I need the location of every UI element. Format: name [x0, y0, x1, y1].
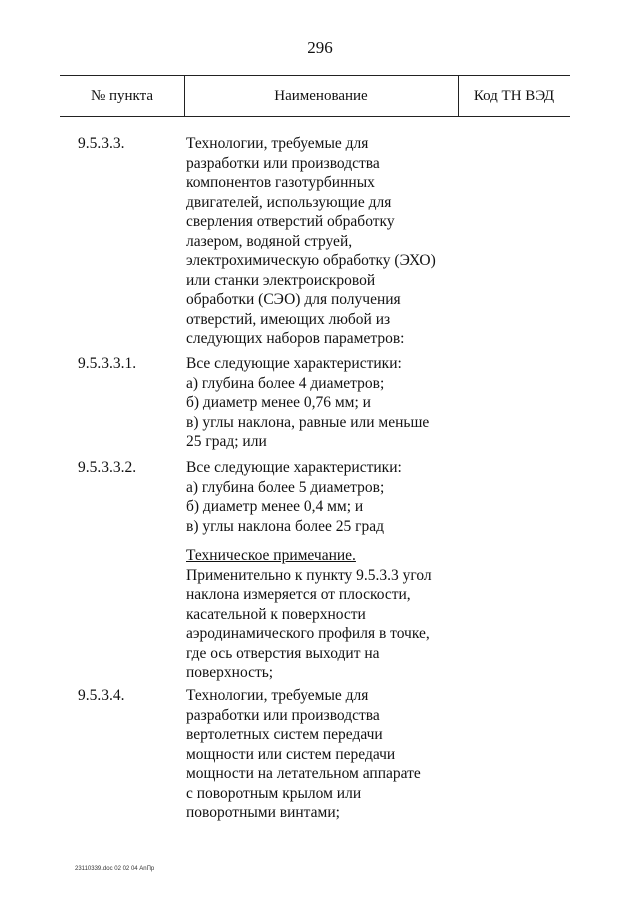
item-number: 9.5.3.4. [78, 687, 125, 704]
column-header-item-number: № пункта [90, 88, 154, 104]
description-line: Технологии, требуемые для [186, 687, 369, 704]
item-description [186, 458, 466, 683]
technical-note-line: где ось отверстия выходит на [186, 644, 380, 662]
description-line: лазером, водяной струей, [186, 232, 353, 250]
description-line: Все следующие характеристики: [186, 459, 402, 476]
item-description [186, 354, 466, 452]
description-line: а) глубина более 4 диаметров; [186, 374, 385, 392]
description-line: вертолетных систем передачи [186, 726, 383, 743]
item-description [186, 134, 466, 349]
description-line: а) глубина более 5 диаметров; [186, 478, 385, 496]
description-line: Технологии, требуемые для [186, 135, 369, 152]
description-line: б) диаметр менее 0,4 мм; и [186, 498, 364, 515]
spacer [186, 536, 466, 546]
description-line: или станки электроискровой [186, 271, 376, 289]
technical-note-line: наклона измеряется от плоскости, [186, 586, 411, 603]
technical-note-line: касательной к поверхности [186, 605, 366, 623]
table-header-bottom-rule [60, 116, 570, 117]
description-line: в) углы наклона более 25 град [186, 517, 384, 535]
description-line: обработки (СЭО) для получения [186, 291, 401, 308]
item-description [186, 686, 466, 823]
description-line: б) диаметр менее 0,76 мм; и [186, 394, 371, 411]
description-line: следующих наборов параметров: [186, 330, 405, 347]
description-line: с поворотным крылом или [186, 784, 362, 802]
page-number: 296 [307, 38, 333, 57]
technical-note-line: поверхность; [186, 664, 274, 681]
document-footer-code: 23110339.doc 02 02 04 АnПр [75, 866, 155, 872]
item-number: 9.5.3.3.1. [78, 355, 137, 372]
description-line: мощности на летательном аппарате [186, 765, 421, 782]
column-header-name: Наименование [274, 88, 368, 104]
technical-note-line: аэродинамического профиля в точке, [186, 625, 430, 642]
table-header-top-rule [60, 75, 570, 76]
description-line: сверления отверстий обработку [186, 213, 395, 230]
description-line: отверстий, имеющих любой из [186, 310, 391, 328]
description-line: поворотными винтами; [186, 804, 340, 821]
item-number: 9.5.3.3. [78, 135, 125, 152]
description-line: в) углы наклона, равные или меньше [186, 413, 430, 431]
description-line: мощности или систем передачи [186, 745, 396, 763]
description-line: 25 град; или [186, 433, 267, 450]
column-header-tn-ved-code: Код ТН ВЭД [473, 88, 555, 104]
description-line: компонентов газотурбинных [186, 174, 375, 191]
description-line: электрохимическую обработку (ЭХО) [186, 252, 436, 269]
description-line: двигателей, использующие для [186, 193, 392, 211]
description-line: Все следующие характеристики: [186, 355, 402, 372]
description-line: разработки или производства [186, 154, 380, 172]
technical-note-title: Техническое примечание. [186, 547, 356, 564]
item-number: 9.5.3.3.2. [78, 459, 137, 476]
description-line: разработки или производства [186, 706, 380, 724]
technical-note-line: Применительно к пункту 9.5.3.3 угол [186, 566, 432, 584]
